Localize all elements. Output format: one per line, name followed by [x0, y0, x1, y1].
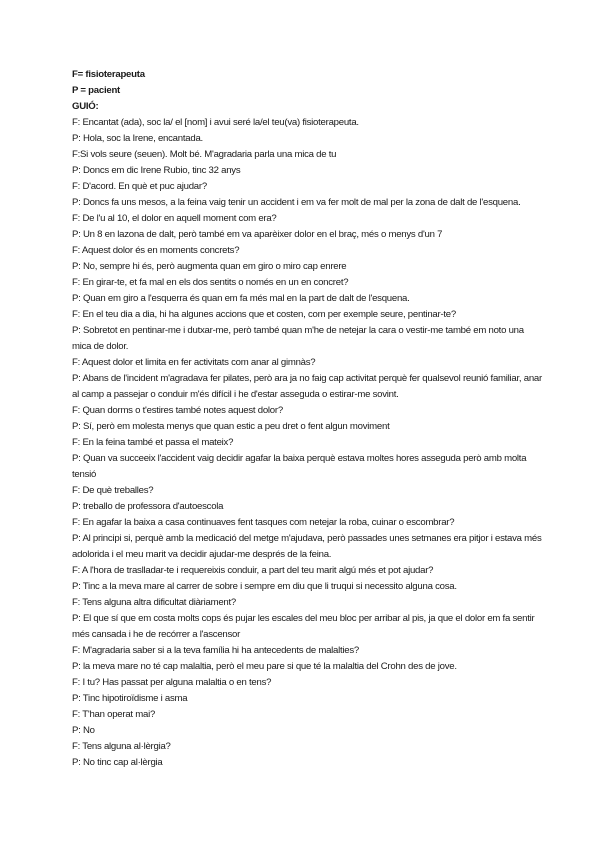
script-heading: GUIÓ:	[72, 101, 99, 112]
dialogue-line: F: Tens alguna al·lèrgia?	[72, 741, 171, 752]
dialogue-line: P: No, sempre hi és, però augmenta quan em giro o miro cap enrere	[72, 261, 347, 272]
dialogue-line: P: treballo de professora d'autoescola	[72, 501, 224, 512]
dialogue-line: F: En la feina també et passa el mateix?	[72, 437, 234, 448]
dialogue-line: F: En el teu dia a dia, hi ha algunes accions que et costen, com per exemple seure, pentinar-te?	[72, 309, 456, 320]
dialogue-line: F: En girar-te, et fa mal en els dos sentits o només en un en concret?	[72, 277, 349, 288]
dialogue-line: P: Sí, però em molesta menys que quan estic a peu dret o fent algun moviment	[72, 421, 390, 432]
dialogue-line: F: Tens alguna altra dificultat diàriament?	[72, 597, 236, 608]
dialogue-line: F: Aquest dolor és en moments concrets?	[72, 245, 240, 256]
dialogue-line: P: No tinc cap al·lèrgia	[72, 757, 163, 768]
dialogue-line: F: I tu? Has passat per alguna malaltia o en tens?	[72, 677, 272, 688]
dialogue-line: P: Abans de l'incident m'agradava fer pilates, però ara ja no faig cap activitat perquè fer qualsevol reunió familiar, anar al camp a passejar o conduir m'és difícil i he d'estar asseguda o estirar-me sovint.	[72, 373, 542, 400]
dialogue-line: F: En agafar la baixa a casa continuaves fent tasques com netejar la roba, cuinar o escombrar?	[72, 517, 455, 528]
dialogue-line: F: De l'u al 10, el dolor en aquell moment com era?	[72, 213, 277, 224]
legend-p: P = pacient	[72, 85, 120, 96]
dialogue-line: P: Quan va succeeix l'accident vaig decidir agafar la baixa perquè estava moltes hores asseguda però amb molta tensió	[72, 453, 527, 480]
dialogue-line: F: De què treballes?	[72, 485, 154, 496]
dialogue-line: P: Tinc hipotiroïdisme i asma	[72, 693, 188, 704]
document-page	[72, 67, 542, 771]
dialogue-line: P: Al principi si, perquè amb la medicació del metge m'ajudava, però passades unes setmanes era pitjor i estava més adolorida i el meu marit va decidir ajudar-me després de la feina.	[72, 533, 542, 560]
dialogue-line: P: Hola, soc la Irene, encantada.	[72, 133, 203, 144]
dialogue-line: P: No	[72, 725, 95, 736]
dialogue-line: P: Tinc a la meva mare al carrer de sobre i sempre em diu que li truqui si necessito alguna cosa.	[72, 581, 457, 592]
dialogue-line: F: A l'hora de traslladar-te i requereixis conduir, a part del teu marit algú més et pot ajudar?	[72, 565, 434, 576]
dialogue-line: P: la meva mare no té cap malaltia, però el meu pare si que té la malaltia del Crohn des de jove.	[72, 661, 457, 672]
dialogue-line: F: Quan dorms o t'estires també notes aquest dolor?	[72, 405, 283, 416]
dialogue-line: F:Si vols seure (seuen). Molt bé. M'agradaria parla una mica de tu	[72, 149, 337, 160]
dialogue-line: P: Doncs em dic Irene Rubio, tinc 32 anys	[72, 165, 241, 176]
dialogue-line: F: D'acord. En què et puc ajudar?	[72, 181, 207, 192]
dialogue-line: P: Un 8 en lazona de dalt, però també em va aparèixer dolor en el braç, més o menys d'un 7	[72, 229, 443, 240]
dialogue-line: P: Doncs fa uns mesos, a la feina vaig tenir un accident i em va fer molt de mal per la zona de dalt de l'esquena.	[72, 197, 521, 208]
legend-f: F= fisioterapeuta	[72, 69, 145, 80]
dialogue-line: P: Quan em giro a l'esquerra és quan em fa més mal en la part de dalt de l'esquena.	[72, 293, 410, 304]
dialogue-line: P: Sobretot en pentinar-me i dutxar-me, però també quan m'he de netejar la cara o vestir-me també em noto una mica de dolor.	[72, 325, 524, 352]
dialogue-line: F: Aquest dolor et limita en fer activitats com anar al gimnàs?	[72, 357, 316, 368]
dialogue-line: P: El que sí que em costa molts cops és pujar les escales del meu bloc per arribar al pis, ja que el dolor em fa sentir més cansada i he de recórrer a l'ascensor	[72, 613, 535, 640]
dialogue-line: F: Encantat (ada), soc la/ el [nom] i avui seré la/el teu(va) fisioterapeuta.	[72, 117, 359, 128]
dialogue-line: F: T'han operat mai?	[72, 709, 156, 720]
dialogue-line: F: M'agradaria saber si a la teva família hi ha antecedents de malalties?	[72, 645, 360, 656]
